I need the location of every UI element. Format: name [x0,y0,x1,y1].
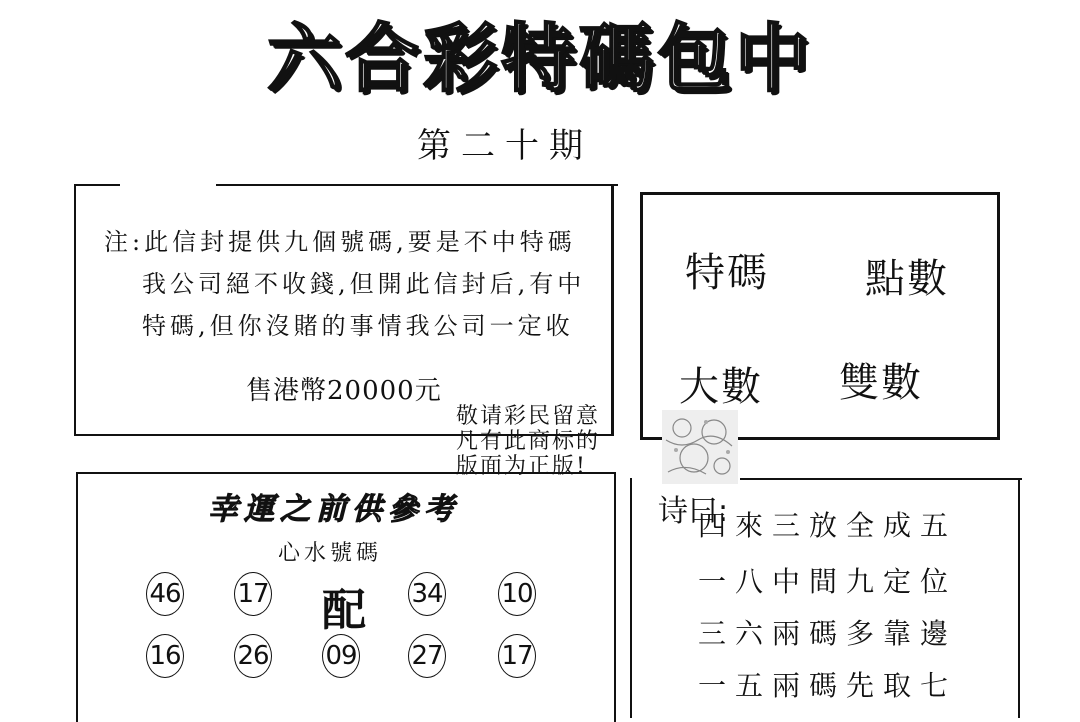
notice-line: 特碼,但你沒賭的事情我公司一定收 [142,312,574,340]
even-number-label: 雙數 [839,360,923,406]
number-ball: 26 [234,634,272,678]
number-ball: 27 [408,634,446,678]
number-ball: 17 [234,572,272,616]
lucky-numbers-box [76,472,616,722]
poem-title: 诗曰: [658,494,729,529]
poem-box-border-top [740,478,1022,480]
pair-label: 配 [322,585,366,636]
poem-line: 一八中間九定位 [698,565,958,598]
number-ball: 17 [498,634,536,678]
notice-line: 注:此信封提供九個號碼,要是不中特碼 [104,228,576,256]
notice-box-border-top [74,184,120,186]
poem-line: 四來三放全成五 [698,509,958,542]
number-ball: 34 [408,572,446,616]
notice-box [74,186,614,436]
number-ball: 10 [498,572,536,616]
lucky-title: 幸運之前供參考 [208,492,460,527]
poem-line: 一五兩碼先取七 [698,669,958,702]
number-ball: 09 [322,634,360,678]
trademark-stamp-icon [662,410,738,484]
authenticity-line: 敬请彩民留意 [456,404,601,429]
issue-number: 第二十期 [417,126,593,166]
lucky-subtitle: 心水號碼 [278,541,383,566]
authenticity-line: 版面为正版! [456,454,587,479]
notice-box-border-top [216,184,618,186]
points-label: 點數 [865,256,949,302]
special-info-box [640,192,1000,440]
poem-line: 三六兩碼多靠邊 [698,617,958,650]
big-number-label: 大數 [679,364,763,410]
special-number-label: 特碼 [685,250,769,296]
authenticity-line: 凡有此商标的 [456,429,601,454]
page-title: 六合彩特碼包中 [267,16,813,102]
notice-line: 我公司絕不收錢,但開此信封后,有中 [142,270,586,298]
number-ball: 46 [146,572,184,616]
number-ball: 16 [146,634,184,678]
poem-box [630,478,1020,718]
authenticity-notice [456,404,600,479]
price-text: 售港幣20000元 [246,376,442,406]
